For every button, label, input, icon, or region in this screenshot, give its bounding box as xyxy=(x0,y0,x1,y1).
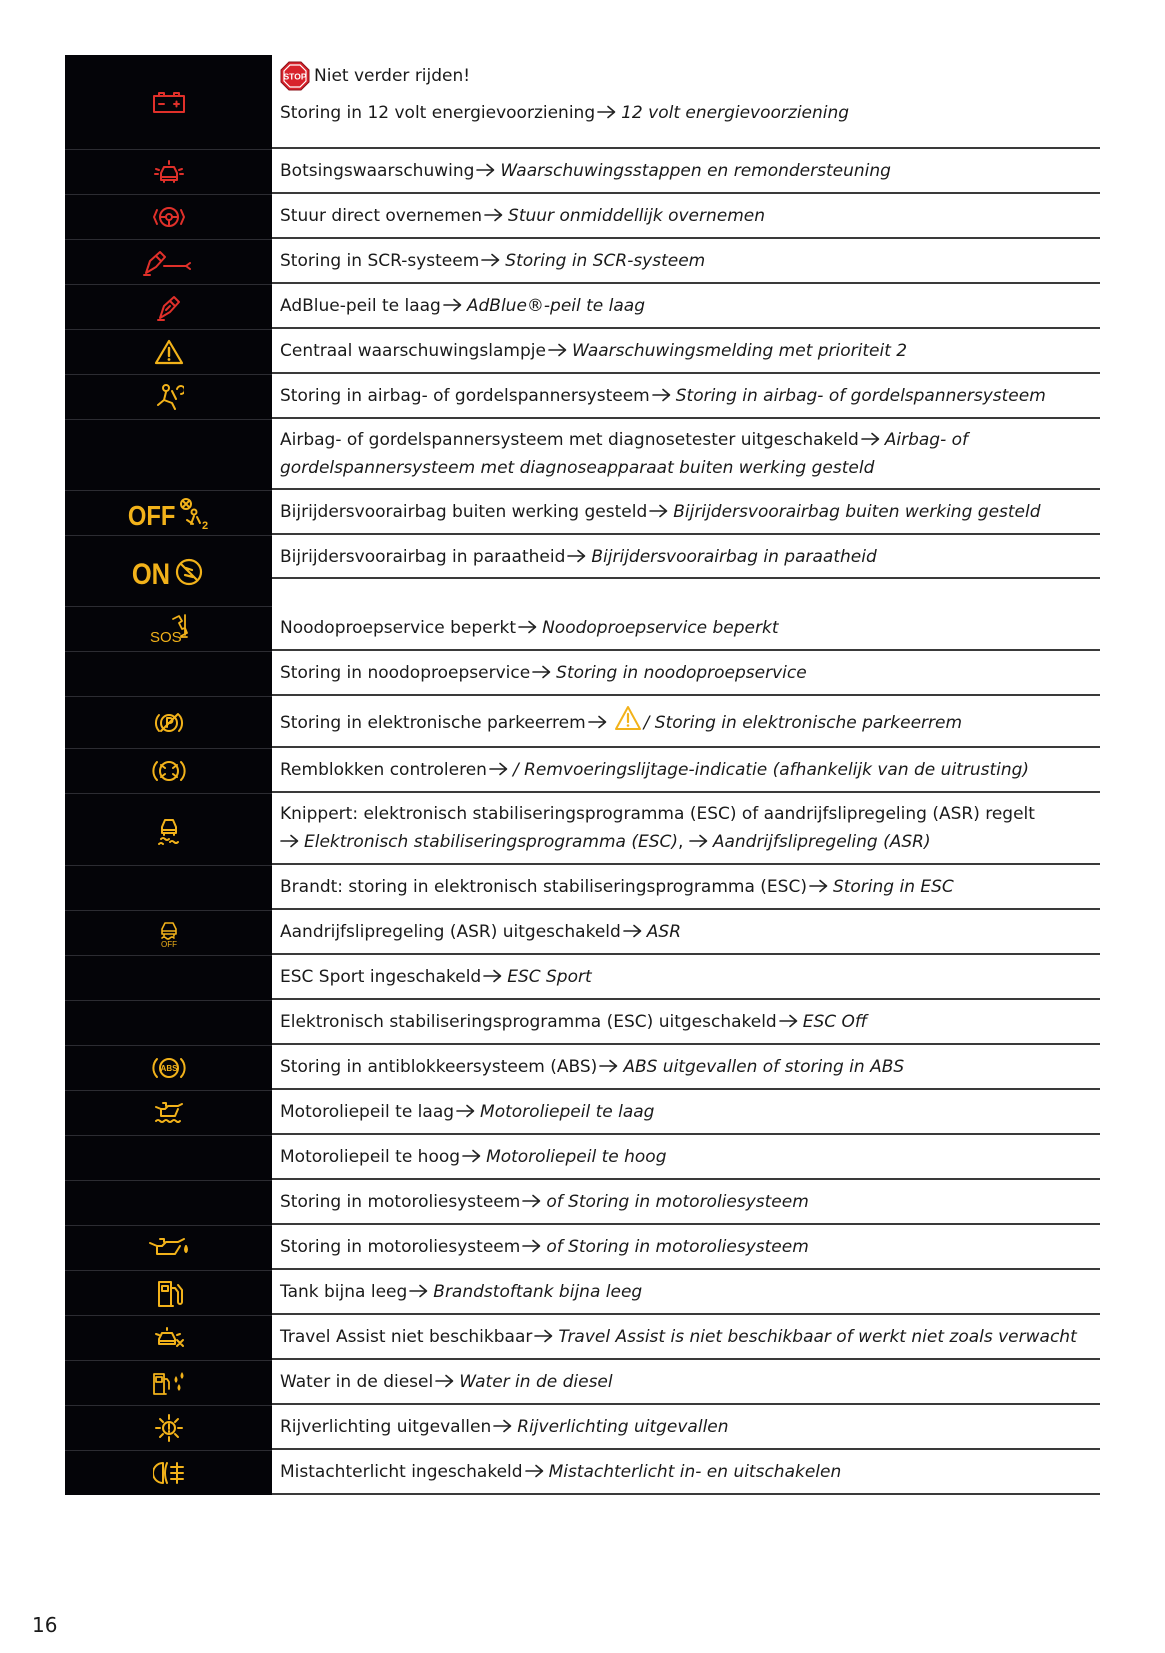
icon-cell xyxy=(65,1315,272,1360)
table-row xyxy=(65,1225,1100,1270)
row-reference-link[interactable]: ABS uitgevallen of storing in ABS xyxy=(623,1056,905,1077)
esc-icon xyxy=(155,814,183,846)
row-reference-link[interactable]: Waarschuwingsmelding met prioriteit 2 xyxy=(571,340,908,361)
row-reference-link[interactable]: ASR xyxy=(646,921,682,942)
text-cell xyxy=(272,1180,1100,1225)
text-cell xyxy=(272,1225,1100,1270)
svg-text:SOS: SOS xyxy=(149,629,182,645)
row-text: ESC Sport ingeschakeld xyxy=(280,966,482,987)
row-reference-link[interactable]: Aandrijfslipregeling (ASR) xyxy=(712,832,931,852)
row-text: Storing in noodoproepservice xyxy=(280,662,531,683)
row-text: Bijrijdersvoorairbag in paraatheid xyxy=(280,547,566,567)
row-reference-link[interactable]: Storing in airbag- of gordelspannersysteem xyxy=(675,385,1046,406)
table-row xyxy=(65,748,1100,793)
row-reference-link[interactable]: Airbag- of xyxy=(884,429,968,450)
warning-lights-table xyxy=(65,55,1100,1495)
passenger-airbag-off-icon xyxy=(127,495,211,531)
text-cell xyxy=(272,910,1100,955)
text-cell xyxy=(272,1450,1100,1495)
icon-cell xyxy=(65,419,272,490)
text-cell xyxy=(272,651,1100,696)
row-text: AdBlue-peil te laag xyxy=(280,295,441,316)
row-reference-link[interactable]: of Storing in motoroliesysteem xyxy=(546,1236,809,1257)
row-text: Storing in SCR-systeem xyxy=(280,250,480,271)
brake-pads-icon xyxy=(152,757,186,785)
row-text: Travel Assist niet beschikbaar xyxy=(280,1326,533,1347)
row-reference-link[interactable]: Storing in noodoproepservice xyxy=(556,662,807,683)
svg-text:OFF: OFF xyxy=(160,940,177,948)
text-cell xyxy=(272,374,1100,419)
row-reference-link[interactable]: ESC Off xyxy=(802,1011,868,1032)
row-reference-link[interactable]: Motoroliepeil te laag xyxy=(480,1101,655,1122)
water-in-diesel-icon xyxy=(151,1370,187,1396)
icon-cell xyxy=(65,910,272,955)
row-reference-link[interactable]: Bijrijdersvoorairbag buiten werking gesteld xyxy=(673,501,1041,522)
icon-cell xyxy=(65,55,272,149)
table-row xyxy=(65,149,1100,194)
row-reference-link[interactable]: Storing in ESC xyxy=(832,876,954,897)
row-text: Centraal waarschuwingslampje xyxy=(280,340,546,361)
icon-cell xyxy=(65,1270,272,1315)
headlight-failure-icon xyxy=(154,1413,184,1443)
page-number: 16 xyxy=(32,1613,58,1637)
row-reference-link[interactable]: / Remvoeringslijtage-indicatie (afhankelijk van de uitrusting) xyxy=(512,759,1030,780)
text-cell xyxy=(272,194,1100,239)
icon-cell xyxy=(65,374,272,419)
stop-icon xyxy=(280,61,310,91)
text-cell xyxy=(272,490,1100,535)
scr-system-icon xyxy=(140,248,198,276)
text-cell xyxy=(272,55,1100,149)
row-text: Remblokken controleren xyxy=(280,759,487,780)
text-cell xyxy=(272,1360,1100,1405)
row-text: Motoroliepeil te hoog xyxy=(280,1146,461,1167)
collision-warning-icon xyxy=(152,159,186,185)
table-row xyxy=(65,374,1100,419)
table-row xyxy=(65,696,1100,748)
airbag-icon xyxy=(154,383,184,411)
icon-cell xyxy=(65,1045,272,1090)
row-reference-link[interactable]: Elektronisch stabiliseringsprogramma (ESC) xyxy=(304,832,679,852)
text-cell xyxy=(272,239,1100,284)
text-cell xyxy=(272,696,1100,748)
row-text: Storing in 12 volt energievoorziening xyxy=(280,103,596,123)
icon-cell xyxy=(65,1450,272,1495)
row-text: Tank bijna leeg xyxy=(280,1281,408,1302)
svg-text:ABS: ABS xyxy=(160,1064,177,1073)
row-reference-link[interactable]: Stuur onmiddellijk overnemen xyxy=(508,205,766,226)
row-text: Water in de diesel xyxy=(280,1371,434,1392)
icon-cell xyxy=(65,149,272,194)
abs-icon xyxy=(152,1054,186,1082)
row-text: Mistachterlicht ingeschakeld xyxy=(280,1461,523,1482)
warning-triangle-icon xyxy=(154,339,184,365)
icon-cell xyxy=(65,1180,272,1225)
icon-cell xyxy=(65,793,272,865)
fuel-icon xyxy=(155,1278,183,1308)
table-row xyxy=(65,793,1100,865)
row-reference-link[interactable]: Bijrijdersvoorairbag in paraatheid xyxy=(591,547,877,567)
text-cell xyxy=(272,1315,1100,1360)
warning-triangle-icon xyxy=(614,705,642,731)
icon-cell xyxy=(65,194,272,239)
oil-level-icon xyxy=(153,1100,185,1126)
table-row xyxy=(65,606,1100,651)
row-text: Brandt: storing in elektronisch stabiliseringsprogramma (ESC) xyxy=(280,876,807,897)
row-text: Bijrijdersvoorairbag buiten werking gesteld xyxy=(280,501,648,522)
travel-assist-icon xyxy=(151,1326,187,1350)
row-reference-link[interactable]: Waarschuwingsstappen en remondersteuning xyxy=(500,160,891,181)
icon-cell xyxy=(65,535,272,606)
row-text: Storing in motoroliesysteem xyxy=(280,1236,521,1257)
icon-cell xyxy=(65,748,272,793)
icon-cell xyxy=(65,239,272,284)
text-cell xyxy=(272,1405,1100,1450)
text-cell xyxy=(272,1000,1100,1045)
row-reference-link[interactable]: Storing in SCR-systeem xyxy=(505,250,706,271)
parking-brake-icon xyxy=(153,709,185,737)
row-text: Rijverlichting uitgevallen xyxy=(280,1416,492,1437)
row-text: Motoroliepeil te laag xyxy=(280,1101,455,1122)
row-reference-link[interactable]: Rijverlichting uitgevallen xyxy=(517,1416,729,1437)
icon-cell xyxy=(65,651,272,696)
table-row xyxy=(65,1360,1100,1405)
table-row xyxy=(65,284,1100,329)
row-reference-link[interactable]: Brandstoftank bijna leeg xyxy=(433,1281,643,1302)
row-reference-link[interactable]: Motoroliepeil te hoog xyxy=(486,1146,667,1167)
oil-pressure-icon xyxy=(148,1237,190,1259)
text-cell xyxy=(272,748,1100,793)
row-reference-link[interactable]: AdBlue®-peil te laag xyxy=(466,295,646,316)
text-cell xyxy=(272,1270,1100,1315)
row-reference-link[interactable]: Travel Assist is niet beschikbaar of werkt niet zoals verwacht xyxy=(558,1326,1077,1347)
steering-takeover-icon xyxy=(151,204,187,230)
stop-text: Niet verder rijden! xyxy=(314,66,471,86)
row-reference-link[interactable]: 12 volt energievoorziening xyxy=(621,103,850,123)
icon-cell xyxy=(65,955,272,1000)
icon-cell xyxy=(65,329,272,374)
row-reference-link[interactable]: Mistachterlicht in- en uitschakelen xyxy=(548,1461,842,1482)
row-text: Airbag- of gordelspannersysteem met diagnosetester uitgeschakeld xyxy=(280,429,859,450)
table-row xyxy=(65,1450,1100,1495)
row-text: Elektronisch stabiliseringsprogramma (ESC) uitgeschakeld xyxy=(280,1011,777,1032)
battery-icon xyxy=(152,90,186,114)
icon-cell xyxy=(65,284,272,329)
table-row xyxy=(65,1090,1100,1135)
row-text: Storing in airbag- of gordelspannersysteem xyxy=(280,385,650,406)
icon-cell xyxy=(65,1360,272,1405)
icon-cell xyxy=(65,1405,272,1450)
table-row xyxy=(65,651,1100,696)
text-cell xyxy=(272,1135,1100,1180)
table-row xyxy=(65,419,1100,490)
passenger-airbag-on-icon xyxy=(131,553,207,589)
table-row xyxy=(65,194,1100,239)
row-text: Noodoproepservice beperkt xyxy=(280,617,517,638)
row-text: Storing in antiblokkeersysteem (ABS) xyxy=(280,1056,598,1077)
row-reference-link[interactable]: gordelspannersysteem met diagnoseapparaat buiten werking gesteld xyxy=(280,457,875,478)
row-reference-link[interactable]: / Storing in elektronische parkeerrem xyxy=(643,713,963,733)
row-text: Knippert: elektronisch stabiliseringsprogramma (ESC) of aandrijfslipregeling (ASR) regelt xyxy=(280,804,1035,824)
row-reference-link[interactable]: Noodoproepservice beperkt xyxy=(542,617,779,638)
table-row xyxy=(65,1405,1100,1450)
text-cell xyxy=(272,535,1100,606)
table-row xyxy=(65,1135,1100,1180)
table-row xyxy=(65,535,1100,606)
table-row xyxy=(65,1045,1100,1090)
table-row xyxy=(65,1315,1100,1360)
row-text: Botsingswaarschuwing xyxy=(280,160,475,181)
table-row xyxy=(65,955,1100,1000)
text-cell xyxy=(272,1090,1100,1135)
rear-fog-light-icon xyxy=(153,1459,185,1487)
row-reference-link[interactable]: Water in de diesel xyxy=(459,1371,613,1392)
table-row xyxy=(65,1000,1100,1045)
icon-cell xyxy=(65,490,272,535)
table-row xyxy=(65,329,1100,374)
row-text: Stuur direct overnemen xyxy=(280,205,483,226)
icon-cell xyxy=(65,1000,272,1045)
text-cell xyxy=(272,149,1100,194)
text-cell: Knippert: elektronisch stabiliseringsprogramma (ESC) of aandrijfslipregeling (ASR) regelt Elektronisch stabiliseringsprogramma (ESC), Aandrijfslipregeling (ASR) xyxy=(272,793,1100,865)
text-cell xyxy=(272,955,1100,1000)
table-row xyxy=(65,1180,1100,1225)
row-text: Storing in elektronische parkeerrem xyxy=(280,713,586,733)
text-cell xyxy=(272,419,1100,490)
icon-cell xyxy=(65,1225,272,1270)
text-cell xyxy=(272,1045,1100,1090)
svg-text:2: 2 xyxy=(201,520,208,531)
svg-text:ON: ON xyxy=(131,557,170,589)
text-cell xyxy=(272,865,1100,910)
text-cell xyxy=(272,329,1100,374)
icon-cell xyxy=(65,865,272,910)
icon-cell xyxy=(65,1090,272,1135)
icon-cell xyxy=(65,1135,272,1180)
svg-text:OFF: OFF xyxy=(127,499,175,531)
table-row xyxy=(65,239,1100,284)
table-row xyxy=(65,55,1100,149)
icon-cell xyxy=(65,696,272,748)
row-reference-link[interactable]: of Storing in motoroliesysteem xyxy=(546,1191,809,1212)
svg-text:STOP: STOP xyxy=(283,71,307,82)
table-row xyxy=(65,865,1100,910)
text-cell xyxy=(272,606,1100,651)
row-reference-link[interactable]: ESC Sport xyxy=(507,966,592,987)
table-row xyxy=(65,910,1100,955)
row-text: Storing in motoroliesysteem xyxy=(280,1191,521,1212)
row-text: Aandrijfslipregeling (ASR) uitgeschakeld xyxy=(280,921,621,942)
adblue-icon xyxy=(154,293,184,321)
table-row xyxy=(65,490,1100,535)
sos-icon xyxy=(149,613,189,645)
table-row xyxy=(65,1270,1100,1315)
esc-off-icon xyxy=(157,918,181,948)
text-cell xyxy=(272,284,1100,329)
icon-cell xyxy=(65,606,272,651)
